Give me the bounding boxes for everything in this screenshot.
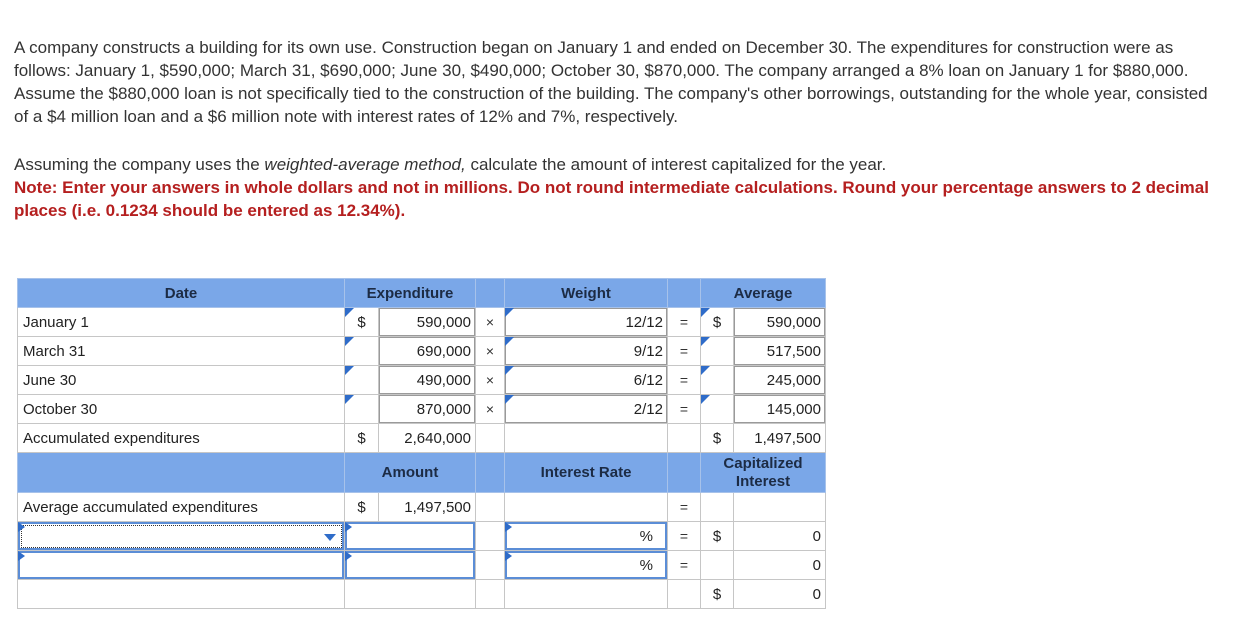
- empty-cell: [476, 424, 505, 453]
- expenditure-input[interactable]: 490,000: [379, 366, 476, 395]
- header-interest-rate: Interest Rate: [505, 453, 668, 493]
- dollar-sign: $: [345, 424, 379, 453]
- interest-rate-input[interactable]: [505, 551, 668, 580]
- chevron-down-icon: [324, 534, 336, 541]
- average-input[interactable]: 517,500: [734, 337, 826, 366]
- header-row: [18, 279, 826, 308]
- table-row: [18, 366, 826, 395]
- interest-input-row: [18, 522, 826, 551]
- total-expenditure: 2,640,000: [379, 424, 476, 453]
- interest-rate-input[interactable]: [505, 522, 668, 551]
- empty-cell: [505, 580, 668, 609]
- empty-cell: [345, 580, 476, 609]
- prompt-method: weighted-average method,: [264, 155, 466, 174]
- empty-cell: [505, 493, 668, 522]
- header-amount: Amount: [345, 453, 476, 493]
- equals-sign: =: [668, 551, 701, 580]
- header-spacer: [476, 453, 505, 493]
- table-row: [18, 308, 826, 337]
- total-row: [18, 424, 826, 453]
- question-paragraph: A company constructs a building for its own use. Construction began on January 1 and ended on December 30. The expenditures for construction were as follows: January 1, $590,000; March 31, $690,000; June 30, $490,000; October 30, $870,000. The company arranged a 8% loan on January 1 for $880,000. Assume the $880,000 loan is not specifically tied to the construction of the building. The company's other borrowings, outstanding for the whole year, consisted of a $4 million loan and a $6 million note with interest rates of 12% and 7%, respectively.: [14, 38, 1208, 126]
- times-sign: ×: [476, 395, 505, 424]
- capitalized-interest-value: 0: [734, 551, 826, 580]
- dollar-sign: $: [701, 308, 734, 337]
- equals-sign: =: [668, 395, 701, 424]
- empty-cell: [476, 493, 505, 522]
- row-date: March 31: [18, 337, 345, 366]
- average-input[interactable]: 590,000: [734, 308, 826, 337]
- weight-input[interactable]: 6/12: [505, 366, 668, 395]
- header-weight: Weight: [505, 279, 668, 308]
- empty-cell: [345, 337, 379, 366]
- equals-sign: =: [668, 493, 701, 522]
- times-sign: ×: [476, 308, 505, 337]
- table-row: [18, 337, 826, 366]
- total-interest-row: [18, 580, 826, 609]
- interest-input-row: [18, 551, 826, 580]
- percent-sign: %: [639, 557, 653, 574]
- question-note: Note: Enter your answers in whole dollars and not in millions. Do not round intermediate calculations. Round your percentage answers to 2 decimal places (i.e. 0.1234 should be entered as 12.34%).: [14, 178, 1209, 220]
- prompt-after: calculate the amount of interest capitalized for the year.: [465, 155, 887, 174]
- empty-cell: [345, 366, 379, 395]
- total-label: Accumulated expenditures: [18, 424, 345, 453]
- equals-sign: =: [668, 522, 701, 551]
- header-capitalized-line1: Capitalized: [723, 454, 803, 472]
- empty-cell: [701, 337, 734, 366]
- expenditure-input[interactable]: 870,000: [379, 395, 476, 424]
- amount-input[interactable]: [345, 522, 476, 551]
- table-row: [18, 395, 826, 424]
- empty-cell: [668, 580, 701, 609]
- weight-input[interactable]: 12/12: [505, 308, 668, 337]
- expenditure-input[interactable]: 690,000: [379, 337, 476, 366]
- capitalized-interest-value: 0: [734, 522, 826, 551]
- dollar-sign: $: [701, 424, 734, 453]
- header-row-2: [18, 453, 826, 493]
- question-text: [14, 36, 1214, 222]
- average-input[interactable]: 145,000: [734, 395, 826, 424]
- avg-accumulated-label: Average accumulated expenditures: [18, 493, 345, 522]
- empty-cell: [476, 580, 505, 609]
- borrowing-input[interactable]: [18, 551, 345, 580]
- weight-input[interactable]: 9/12: [505, 337, 668, 366]
- avg-accumulated-row: [18, 493, 826, 522]
- empty-cell: [734, 493, 826, 522]
- empty-cell: [345, 395, 379, 424]
- empty-cell: [476, 551, 505, 580]
- times-sign: ×: [476, 366, 505, 395]
- weight-input[interactable]: 2/12: [505, 395, 668, 424]
- total-average: 1,497,500: [734, 424, 826, 453]
- header-spacer: [18, 453, 345, 493]
- row-date: January 1: [18, 308, 345, 337]
- prompt-before: Assuming the company uses the: [14, 155, 265, 174]
- row-date: June 30: [18, 366, 345, 395]
- percent-sign: %: [639, 528, 653, 545]
- weighted-average-table: [17, 278, 826, 609]
- row-date: October 30: [18, 395, 345, 424]
- dollar-sign: $: [345, 493, 379, 522]
- equals-sign: =: [668, 308, 701, 337]
- empty-cell: [701, 551, 734, 580]
- empty-cell: [505, 424, 668, 453]
- header-spacer: [476, 279, 505, 308]
- average-input[interactable]: 245,000: [734, 366, 826, 395]
- question-prompt: [14, 153, 1214, 176]
- header-date: Date: [18, 279, 345, 308]
- equals-sign: =: [668, 366, 701, 395]
- equals-sign: =: [668, 337, 701, 366]
- header-spacer: [668, 453, 701, 493]
- dollar-sign: $: [345, 308, 379, 337]
- empty-cell: [668, 424, 701, 453]
- header-average: Average: [701, 279, 826, 308]
- dollar-sign: $: [701, 522, 734, 551]
- borrowing-dropdown[interactable]: [18, 522, 345, 551]
- empty-cell: [701, 395, 734, 424]
- dollar-sign: $: [701, 580, 734, 609]
- header-expenditure: Expenditure: [345, 279, 476, 308]
- avg-accumulated-amount: 1,497,500: [379, 493, 476, 522]
- header-capitalized-line2: Interest: [735, 472, 791, 490]
- amount-input[interactable]: [345, 551, 476, 580]
- header-capitalized-interest: [701, 453, 826, 493]
- expenditure-input[interactable]: 590,000: [379, 308, 476, 337]
- empty-cell: [701, 366, 734, 395]
- empty-cell: [701, 493, 734, 522]
- header-spacer: [668, 279, 701, 308]
- empty-cell: [18, 580, 345, 609]
- total-capitalized-interest: 0: [734, 580, 826, 609]
- times-sign: ×: [476, 337, 505, 366]
- empty-cell: [476, 522, 505, 551]
